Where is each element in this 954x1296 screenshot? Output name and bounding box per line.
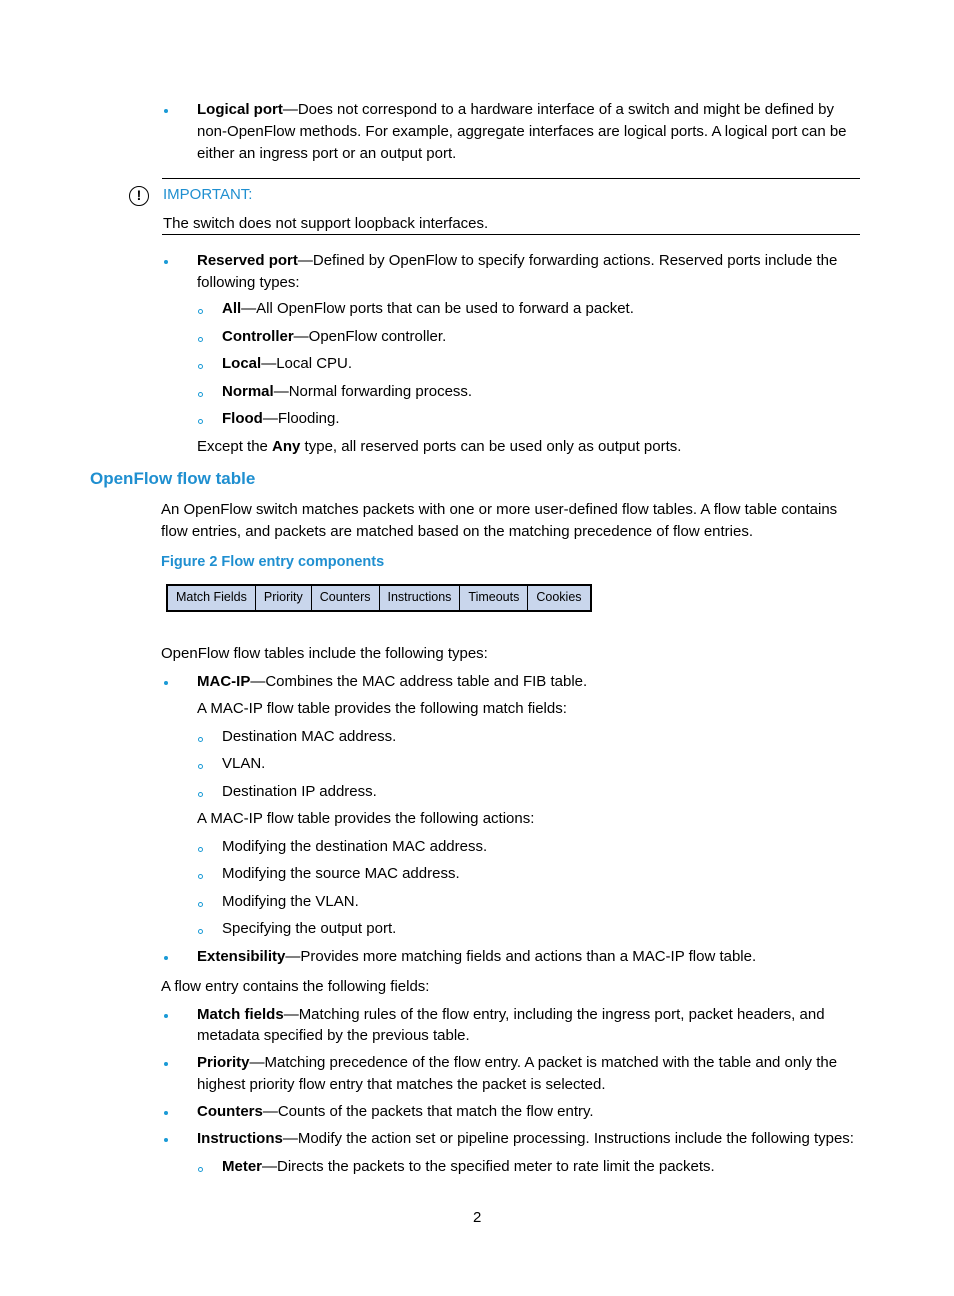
field-meter-line xyxy=(222,1156,715,1178)
type-desc: —OpenFlow controller. xyxy=(293,328,447,345)
sub-bullet-icon xyxy=(198,392,203,397)
entry-intro: A flow entry contains the following fields: xyxy=(161,978,430,995)
field-desc: —Matching rules of the flow entry, including the ingress port, packet headers, and xyxy=(283,1006,825,1023)
type-term: Flood xyxy=(222,410,263,427)
field-term: Match fields xyxy=(197,1006,284,1023)
type-term: Normal xyxy=(222,383,274,400)
sub-bullet-icon xyxy=(198,737,203,742)
macip-match-intro: A MAC-IP flow table provides the following match fields: xyxy=(197,700,567,717)
match-field-item: Destination MAC address. xyxy=(222,728,397,745)
bullet-icon xyxy=(164,109,168,113)
section-intro-line1: An OpenFlow switch matches packets with one or more user-defined flow tables. A flow table contains xyxy=(161,501,838,518)
bullet-icon xyxy=(164,260,168,264)
sub-bullet-icon xyxy=(198,902,203,907)
type-term: Local xyxy=(222,355,262,372)
extensibility-desc: —Provides more matching fields and actions than a MAC-IP flow table. xyxy=(285,948,757,965)
type-term: All xyxy=(222,300,242,317)
field-priority-line1 xyxy=(197,1052,837,1074)
field-desc: —Directs the packets to the specified meter to rate limit the packets. xyxy=(262,1158,715,1175)
type-term: Controller xyxy=(222,328,294,345)
section-intro-line2: flow entries, and packets are matched based on the matching precedence of flow entries. xyxy=(161,523,754,540)
warning-icon: ! xyxy=(129,186,149,206)
field-term: Instructions xyxy=(197,1130,283,1147)
field-term: Counters xyxy=(197,1103,263,1120)
sub-bullet-icon xyxy=(198,337,203,342)
sub-bullet-icon xyxy=(198,309,203,314)
flow-entry-figure xyxy=(166,584,592,612)
bullet-icon xyxy=(164,956,168,960)
except-term: Any xyxy=(272,438,301,455)
bullet-icon xyxy=(164,681,168,685)
field-term: Meter xyxy=(222,1158,263,1175)
reserved-except-line xyxy=(197,436,681,458)
field-match-line2: metadata specified by the previous table. xyxy=(197,1027,470,1044)
field-instructions-line xyxy=(197,1128,854,1150)
section-title: OpenFlow flow table xyxy=(90,469,256,488)
macip-term: MAC-IP xyxy=(197,673,251,690)
extensibility-term: Extensibility xyxy=(197,948,286,965)
sub-bullet-icon xyxy=(198,419,203,424)
reserved-type-flood xyxy=(222,408,340,430)
logical-port-line2: non-OpenFlow methods. For example, aggregate interfaces are logical ports. A logical port can be xyxy=(197,123,847,140)
logical-port-line1 xyxy=(197,99,834,121)
action-item: Modifying the VLAN. xyxy=(222,893,359,910)
figure-cell-cookies: Cookies xyxy=(528,585,591,611)
figure-cell-counters: Counters xyxy=(311,585,379,611)
bullet-icon xyxy=(164,1111,168,1115)
page-number: 2 xyxy=(473,1209,482,1226)
logical-port-term: Logical port xyxy=(197,101,283,118)
field-desc: —Modify the action set or pipeline processing. Instructions include the following types: xyxy=(282,1130,854,1147)
logical-port-desc: —Does not correspond to a hardware interface of a switch and might be defined by xyxy=(282,101,834,118)
field-priority-line2: highest priority flow entry that matches the packet is selected. xyxy=(197,1076,606,1093)
logical-port-line3: either an ingress port or an output port. xyxy=(197,145,457,162)
figure-cell-match-fields: Match Fields xyxy=(167,585,255,611)
important-text: The switch does not support loopback interfaces. xyxy=(163,215,489,232)
extensibility-line xyxy=(197,946,756,968)
figure-caption: Figure 2 Flow entry components xyxy=(161,554,385,570)
sub-bullet-icon xyxy=(198,764,203,769)
except-pre: Except the xyxy=(197,438,273,455)
reserved-port-term: Reserved port xyxy=(197,252,298,269)
field-term: Priority xyxy=(197,1054,250,1071)
types-intro: OpenFlow flow tables include the following types: xyxy=(161,645,488,662)
macip-line xyxy=(197,671,587,693)
figure-cell-priority: Priority xyxy=(255,585,311,611)
match-field-item: VLAN. xyxy=(222,755,266,772)
field-desc: —Matching precedence of the flow entry. A packet is matched with the table and only the xyxy=(249,1054,838,1071)
reserved-port-desc: —Defined by OpenFlow to specify forwarding actions. Reserved ports include the xyxy=(297,252,838,269)
field-match-line1 xyxy=(197,1004,825,1026)
sub-bullet-icon xyxy=(198,364,203,369)
type-desc: —Flooding. xyxy=(262,410,340,427)
bullet-icon xyxy=(164,1138,168,1142)
sub-bullet-icon xyxy=(198,929,203,934)
reserved-port-line2: following types: xyxy=(197,274,300,291)
macip-desc: —Combines the MAC address table and FIB table. xyxy=(250,673,588,690)
reserved-type-normal xyxy=(222,381,472,403)
bullet-icon xyxy=(164,1062,168,1066)
field-counters-line xyxy=(197,1101,594,1123)
figure-cell-timeouts: Timeouts xyxy=(460,585,528,611)
type-desc: —Local CPU. xyxy=(261,355,353,372)
match-field-item: Destination IP address. xyxy=(222,783,377,800)
macip-action-intro: A MAC-IP flow table provides the following actions: xyxy=(197,810,535,827)
important-top-rule xyxy=(162,178,860,179)
action-item: Modifying the destination MAC address. xyxy=(222,838,488,855)
type-desc: —Normal forwarding process. xyxy=(273,383,473,400)
field-desc: —Counts of the packets that match the flow entry. xyxy=(262,1103,594,1120)
figure-cell-instructions: Instructions xyxy=(379,585,460,611)
important-label: IMPORTANT: xyxy=(163,186,253,203)
sub-bullet-icon xyxy=(198,792,203,797)
reserved-type-local xyxy=(222,353,352,375)
sub-bullet-icon xyxy=(198,874,203,879)
bullet-icon xyxy=(164,1014,168,1018)
action-item: Modifying the source MAC address. xyxy=(222,865,460,882)
except-post: type, all reserved ports can be used only as output ports. xyxy=(300,438,682,455)
reserved-type-controller xyxy=(222,326,446,348)
action-item: Specifying the output port. xyxy=(222,920,397,937)
reserved-port-line1 xyxy=(197,250,837,272)
sub-bullet-icon xyxy=(198,847,203,852)
reserved-type-all xyxy=(222,298,634,320)
important-bottom-rule xyxy=(162,234,860,235)
type-desc: —All OpenFlow ports that can be used to forward a packet. xyxy=(241,300,634,317)
sub-bullet-icon xyxy=(198,1167,203,1172)
